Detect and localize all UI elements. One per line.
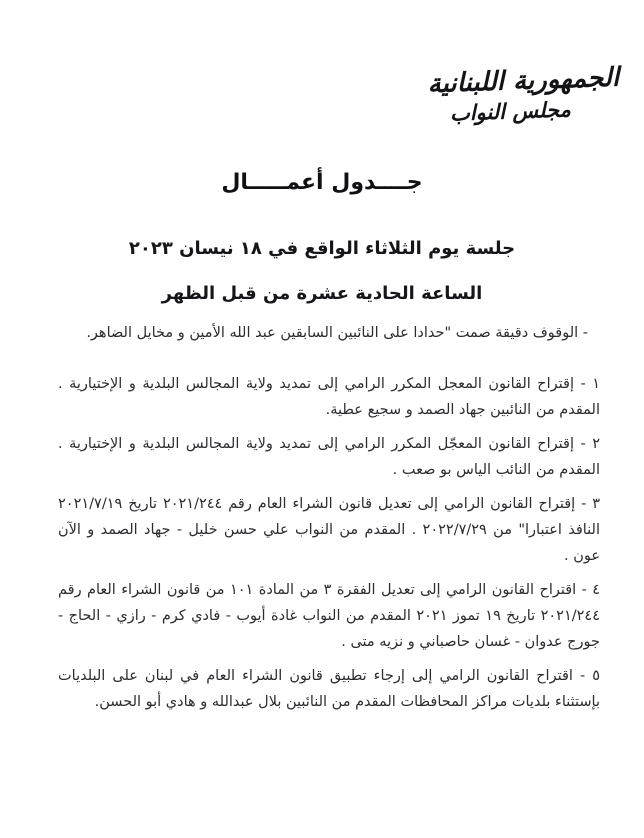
agenda-items-list [58,371,600,723]
logo-parliament-text: مجلس النواب [449,97,572,126]
session-time-heading: الساعة الحادية عشرة من قبل الظهر [161,283,483,304]
parliament-letterhead-logo [428,63,621,127]
agenda-item-5: ٥ - اقتراح القانون الرامي إلى إرجاء تطبيق قانون الشراء العام في لبنان على البلديات بإستثناء بلديات مراكز المحافظات المقدم من النائبين بلال عبدالله و هادي أبو الحسن. [58,668,600,710]
logo-republic-text: الجمهورية اللبنانية [427,62,620,100]
agenda-item-2: ٢ - إقتراح القانون المعجّل المكرر الرامي إلى تمديد ولاية المجالس البلدية و الإختيارية . المقدم من النائب الياس بو صعب . [58,436,600,478]
agenda-item-1: ١ - إقتراح القانون المعجل المكرر الرامي إلى تمديد ولاية المجالس البلدية و الإختيارية . المقدم من النائبين جهاد الصمد و سجيع عطية. [58,376,600,418]
agenda-item-3: ٣ - إقتراح القانون الرامي إلى تعديل قانون الشراء العام رقم ٢٠٢١/٢٤٤ تاريخ ٢٠٢١/٧/١٩ النافذ اعتبارا" من ٢٠٢٢/٧/٢٩ . المقدم من النواب علي حسن خليل - جهاد الصمد و الآن عون . [58,496,600,564]
mourning-note: - الوقوف دقيقة صمت "حدادا على النائبين السابقين عبد الله الأمين و مخايل الضاهر. [86,325,588,341]
agenda-item-4: ٤ - اقتراح القانون الرامي إلى تعديل الفقرة ٣ من المادة ١٠١ من قانون الشراء العام رقم ٢٠٢١/٢٤٤ تاريخ ١٩ تموز ٢٠٢١ المقدم من النواب غادة أيوب - فادي كرم - رازي - الحاج - جورج عدوان - غسان حاصباني و نزيه متى . [58,582,601,650]
session-date-heading: جلسة يوم الثلاثاء الواقع في ١٨ نيسان ٢٠٢٣ [128,238,516,259]
agenda-title: جــــدول أعمـــــال [221,170,423,195]
